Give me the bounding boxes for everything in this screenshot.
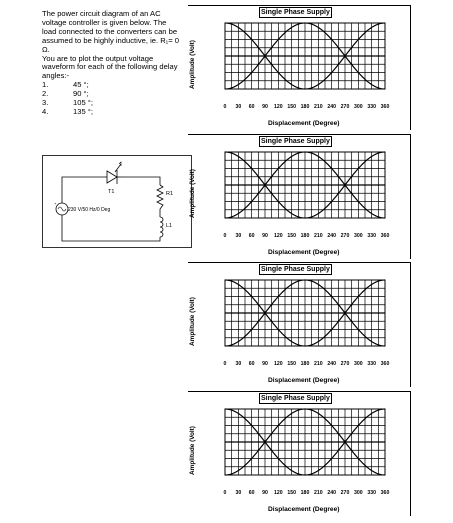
x-tick-label: 150: [287, 104, 296, 110]
angle-value: 135 °;: [73, 106, 93, 116]
circuit-diagram: [42, 155, 192, 248]
x-tick-label: 270: [340, 233, 350, 239]
x-tick-label: 210: [314, 490, 323, 496]
x-tick-label: 360: [380, 233, 390, 239]
x-tick-label: 360: [380, 104, 390, 110]
bottom-wire: [62, 215, 160, 241]
x-tick-label: 180: [300, 104, 310, 110]
x-tick-label: 60: [248, 361, 255, 367]
x-tick-label: 150: [287, 233, 296, 239]
x-tick-label: 30: [235, 104, 242, 110]
svg-text:+: +: [54, 201, 57, 206]
x-tick-label: 210: [314, 233, 323, 239]
x-tick-label: 330: [367, 361, 376, 367]
angle-item: [42, 99, 182, 108]
inductor-icon: [160, 217, 163, 237]
resistor-icon: [157, 185, 163, 209]
x-tick-label: 90: [262, 361, 268, 367]
chart-title: Single Phase Supply: [261, 395, 330, 402]
x-tick-label: 0: [223, 104, 227, 110]
thyristor-label: T1: [108, 189, 115, 195]
x-tick-label: 330: [367, 104, 376, 110]
chart-plot-area: [188, 392, 410, 516]
x-tick-label: 120: [274, 361, 283, 367]
x-tick-label: 150: [287, 361, 296, 367]
y-axis-label: Amplitude (Volt): [188, 297, 196, 346]
angle-item: [42, 81, 182, 90]
x-tick-label: 300: [354, 104, 363, 110]
x-tick-label: 60: [248, 104, 255, 110]
x-tick-label: 330: [367, 233, 376, 239]
waveform-chart-4: [188, 391, 411, 516]
x-tick-label: 30: [235, 361, 242, 367]
source-label: 230 V/50 Hz/0 Deg: [68, 207, 111, 213]
y-axis-label: Amplitude (Volt): [188, 426, 196, 475]
chart-plot-area: [188, 135, 410, 259]
intro-paragraph: The power circuit diagram of an AC voltage controller is given below. The load connected to the converters can be assumed to be highly inductive, ie. R₁= 0 Ω.: [42, 9, 180, 54]
x-tick-label: 240: [327, 490, 336, 496]
y-axis-label: Amplitude (Volt): [188, 40, 196, 89]
x-tick-label: 240: [327, 233, 336, 239]
x-tick-label: 330: [367, 490, 376, 496]
x-tick-label: 240: [327, 361, 336, 367]
x-tick-label: 120: [274, 490, 283, 496]
x-tick-label: 210: [314, 361, 323, 367]
angle-number: 3.: [42, 98, 49, 108]
x-tick-label: 120: [274, 233, 283, 239]
ac-source-icon: [54, 201, 68, 215]
chart-plot-area: [188, 263, 410, 387]
x-tick-label: 90: [262, 104, 268, 110]
angle-value: 105 °;: [73, 98, 93, 108]
angle-number: 4.: [42, 106, 49, 116]
waveform-chart-2: [188, 134, 411, 259]
x-tick-label: 60: [248, 490, 255, 496]
x-tick-label: 90: [262, 490, 268, 496]
x-tick-label: 180: [300, 233, 310, 239]
angle-item: [42, 90, 182, 99]
question-text: [42, 10, 182, 117]
angle-item: [42, 108, 182, 117]
x-tick-label: 360: [380, 490, 390, 496]
angle-value: 90 °;: [73, 89, 89, 99]
x-tick-label: 150: [287, 490, 296, 496]
x-tick-label: 270: [340, 361, 350, 367]
x-tick-label: 240: [327, 104, 336, 110]
x-axis-label: Displacement (Degree): [268, 120, 340, 127]
chart-title: Single Phase Supply: [261, 266, 330, 273]
x-tick-label: 180: [300, 490, 310, 496]
chart-title: Single Phase Supply: [261, 9, 330, 16]
x-tick-label: 300: [354, 361, 363, 367]
chart-title: Single Phase Supply: [261, 138, 330, 145]
x-tick-label: 0: [223, 361, 227, 367]
x-axis-label: Displacement (Degree): [268, 249, 340, 256]
instruction-text: You are to plot the output voltage waveform for each of the following delay angles:-: [42, 53, 178, 81]
waveform-chart-1: [188, 5, 411, 130]
x-tick-label: 210: [314, 104, 323, 110]
angle-value: 45 °;: [73, 80, 89, 90]
x-tick-label: 180: [300, 361, 310, 367]
x-tick-label: 270: [340, 104, 350, 110]
x-tick-label: 300: [354, 233, 363, 239]
x-tick-label: 120: [274, 104, 283, 110]
x-tick-label: 300: [354, 490, 363, 496]
x-tick-label: 30: [235, 233, 242, 239]
angle-list: [42, 81, 182, 117]
resistor-label: R1: [166, 191, 174, 197]
angle-number: 1.: [42, 80, 49, 90]
angle-number: 2.: [42, 89, 49, 99]
x-axis-label: Displacement (Degree): [268, 506, 340, 513]
x-tick-label: 0: [223, 233, 227, 239]
x-tick-label: 0: [223, 490, 227, 496]
x-axis-label: Displacement (Degree): [268, 377, 340, 384]
x-tick-label: 90: [262, 233, 268, 239]
x-tick-label: 270: [340, 490, 350, 496]
x-tick-label: 60: [248, 233, 255, 239]
x-tick-label: 30: [235, 490, 242, 496]
waveform-chart-3: [188, 262, 411, 387]
chart-plot-area: [188, 6, 410, 130]
y-axis-label: Amplitude (Volt): [188, 169, 196, 218]
x-tick-label: 360: [380, 361, 390, 367]
thyristor-icon: [107, 162, 121, 184]
inductor-label: L1: [166, 223, 173, 229]
